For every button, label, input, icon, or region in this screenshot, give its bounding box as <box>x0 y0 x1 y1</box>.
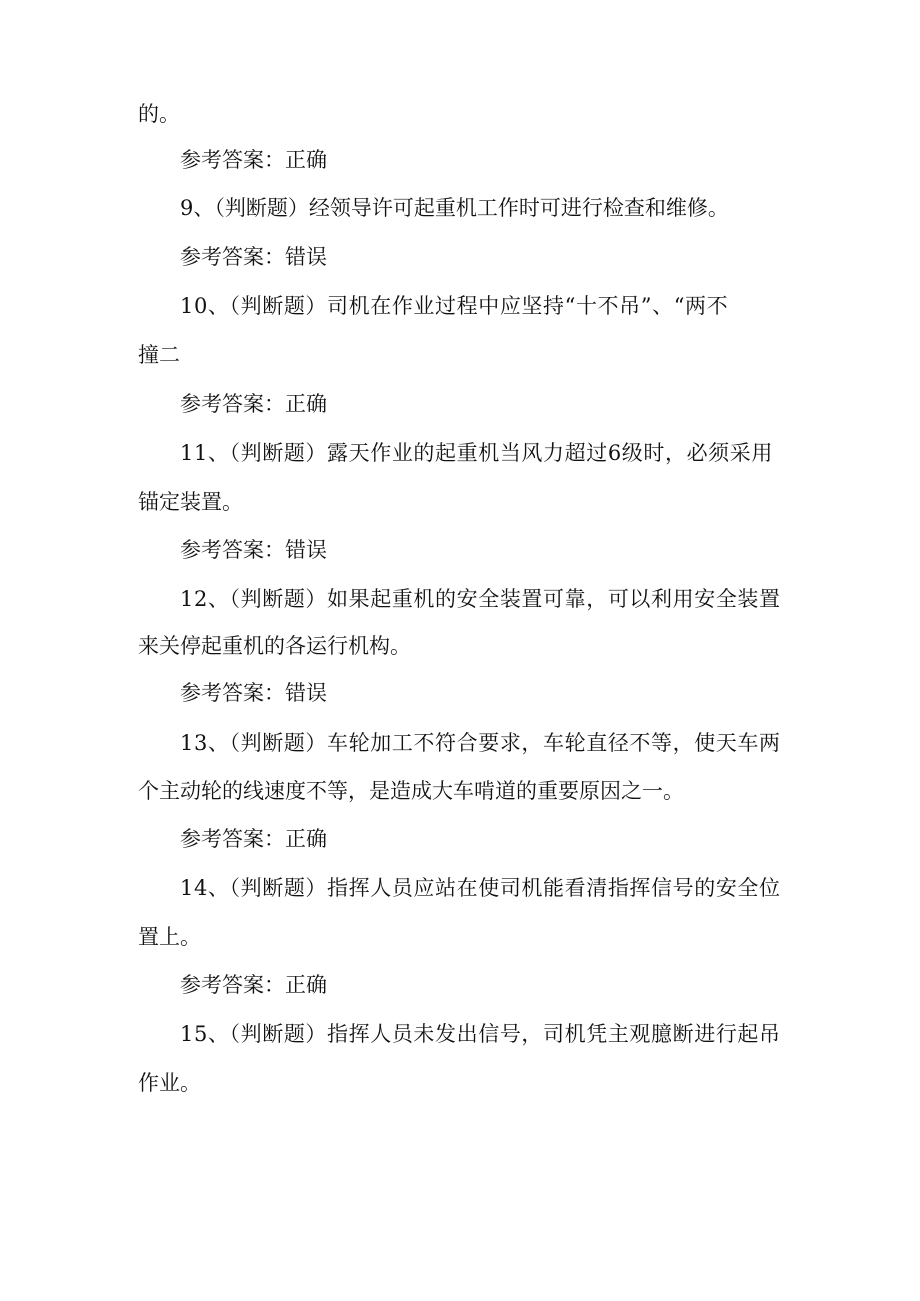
continuation-line: 的。 <box>138 102 180 126</box>
question-10: 10、（判断题）司机在作业过程中应坚持“十不吊”、“两不 <box>180 294 729 318</box>
question-12: 12、（判断题）如果起重机的安全装置可靠，可以利用安全装置 <box>180 587 781 611</box>
continuation-line: 置上。 <box>138 925 201 949</box>
answer-line: 参考答案：错误 <box>180 245 327 269</box>
question-11: 11、（判断题）露天作业的起重机当风力超过6级时，必须采用 <box>180 441 773 465</box>
question-14: 14、（判断题）指挥人员应站在使司机能看清指挥信号的安全位 <box>180 876 781 900</box>
answer-line: 参考答案：正确 <box>180 148 327 172</box>
answer-line: 参考答案：正确 <box>180 827 327 851</box>
answer-line: 参考答案：正确 <box>180 392 327 416</box>
continuation-line: 锚定装置。 <box>138 490 243 514</box>
answer-line: 参考答案：错误 <box>180 681 327 705</box>
question-13: 13、（判断题）车轮加工不符合要求，车轮直径不等，使天车两 <box>180 731 781 755</box>
answer-line: 参考答案：正确 <box>180 973 327 997</box>
question-15: 15、（判断题）指挥人员未发出信号，司机凭主观臆断进行起吊 <box>180 1022 781 1046</box>
continuation-line: 个主动轮的线速度不等，是造成大车啃道的重要原因之一。 <box>138 779 684 803</box>
continuation-line: 撞二 <box>138 343 180 367</box>
answer-line: 参考答案：错误 <box>180 538 327 562</box>
question-9: 9、（判断题）经领导许可起重机工作时可进行检查和维修。 <box>180 196 729 220</box>
continuation-line: 作业。 <box>138 1071 201 1095</box>
continuation-line: 来关停起重机的各运行机构。 <box>138 634 411 658</box>
